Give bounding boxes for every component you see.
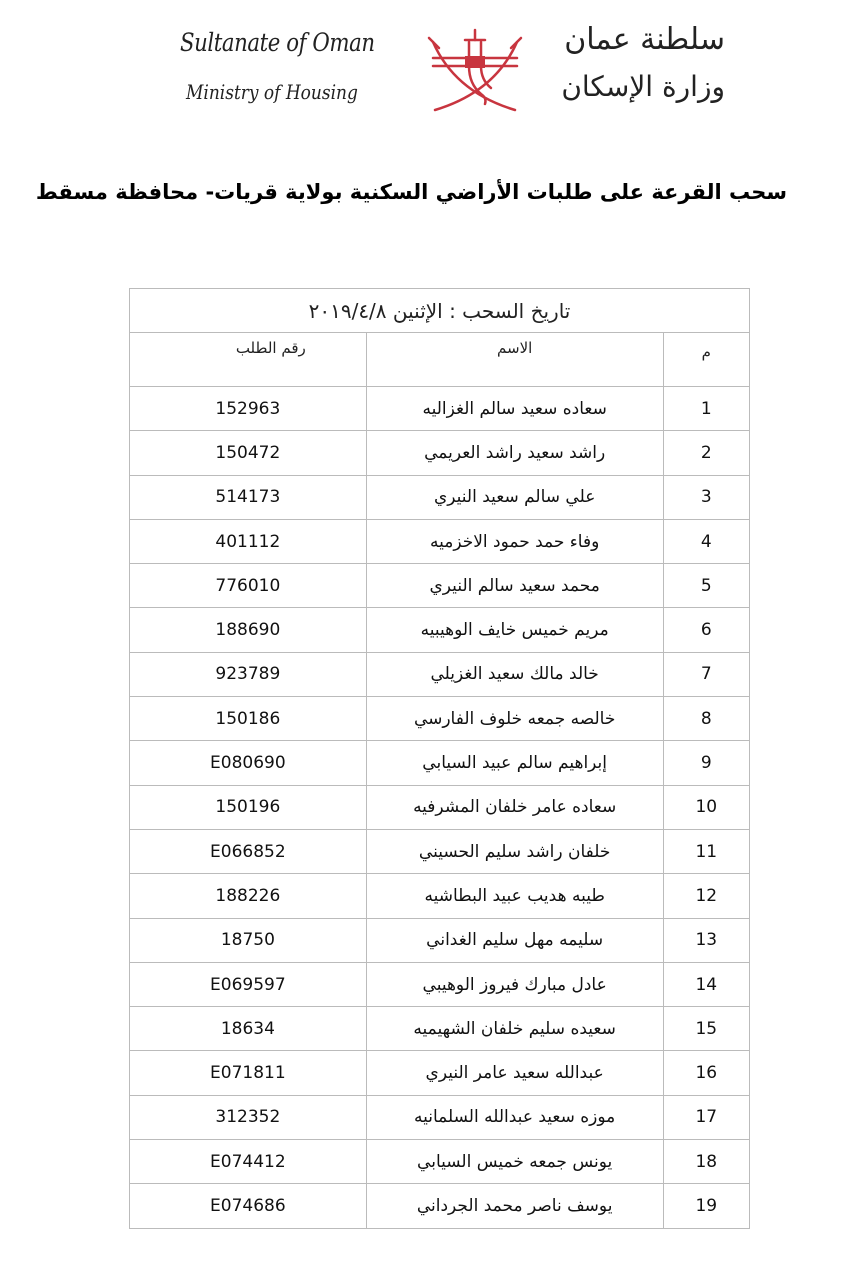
request-number-cell: 18750: [130, 918, 367, 962]
request-number-cell: E080690: [130, 741, 367, 785]
request-number-cell: E074686: [130, 1184, 367, 1228]
applicant-name-cell: خلفان راشد سليم الحسيني: [366, 829, 663, 873]
ministry-name-english: Ministry of Housing: [186, 80, 358, 104]
lottery-results-table: [129, 288, 750, 1229]
request-number-cell: E071811: [130, 1051, 367, 1095]
applicant-name-cell: علي سالم سعيد النيري: [366, 475, 663, 519]
request-number-cell: 150472: [130, 431, 367, 475]
applicant-name-cell: عبدالله سعيد عامر النيري: [366, 1051, 663, 1095]
request-number-cell: 401112: [130, 519, 367, 563]
table-row: [130, 519, 750, 563]
row-index-cell: 10: [663, 785, 749, 829]
ministry-name-arabic: وزارة الإسكان: [561, 70, 725, 103]
table-row: [130, 962, 750, 1006]
table-header-row: [130, 333, 750, 387]
country-name-english: Sultanate of Oman: [180, 28, 375, 57]
row-index-cell: 19: [663, 1184, 749, 1228]
applicant-name-cell: راشد سعيد راشد العريمي: [366, 431, 663, 475]
row-index-cell: 4: [663, 519, 749, 563]
table-row: [130, 608, 750, 652]
row-index-cell: 5: [663, 564, 749, 608]
applicant-name-cell: سليمه مهل سليم الغداني: [366, 918, 663, 962]
applicant-name-cell: سعيده سليم خلفان الشهيميه: [366, 1007, 663, 1051]
row-index-cell: 14: [663, 962, 749, 1006]
request-number-cell: 776010: [130, 564, 367, 608]
row-index-cell: 7: [663, 652, 749, 696]
oman-national-emblem-icon: [425, 22, 525, 117]
table-row: [130, 785, 750, 829]
table-row: [130, 564, 750, 608]
row-index-cell: 9: [663, 741, 749, 785]
applicant-name-cell: سعاده عامر خلفان المشرفيه: [366, 785, 663, 829]
table-row: [130, 1007, 750, 1051]
applicant-name-cell: إبراهيم سالم عبيد السيابي: [366, 741, 663, 785]
table-row: [130, 387, 750, 431]
table-row: [130, 475, 750, 519]
row-index-cell: 17: [663, 1095, 749, 1139]
request-number-cell: E069597: [130, 962, 367, 1006]
document-title: سحب القرعة على طلبات الأراضي السكنية بولاية قريات- محافظة مسقط: [35, 180, 787, 204]
row-index-cell: 15: [663, 1007, 749, 1051]
applicant-name-cell: وفاء حمد حمود الاخزميه: [366, 519, 663, 563]
row-index-cell: 6: [663, 608, 749, 652]
applicant-name-cell: يونس جمعه خميس السيابي: [366, 1140, 663, 1184]
row-index-cell: 3: [663, 475, 749, 519]
applicant-name-cell: خالصه جمعه خلوف الفارسي: [366, 697, 663, 741]
request-number-cell: 150186: [130, 697, 367, 741]
request-number-cell: 514173: [130, 475, 367, 519]
row-index-cell: 2: [663, 431, 749, 475]
request-number-cell: 150196: [130, 785, 367, 829]
request-number-cell: 188690: [130, 608, 367, 652]
table-row: [130, 741, 750, 785]
table-row: [130, 874, 750, 918]
table-row: [130, 697, 750, 741]
table-row: [130, 652, 750, 696]
row-index-cell: 16: [663, 1051, 749, 1095]
request-number-cell: 188226: [130, 874, 367, 918]
request-number-cell: 312352: [130, 1095, 367, 1139]
row-index-cell: 12: [663, 874, 749, 918]
applicant-name-cell: عادل مبارك فيروز الوهيبي: [366, 962, 663, 1006]
letterhead: [0, 0, 865, 130]
request-number-cell: 923789: [130, 652, 367, 696]
applicant-name-cell: طيبه هديب عبيد البطاشيه: [366, 874, 663, 918]
request-number-cell: E074412: [130, 1140, 367, 1184]
request-number-cell: E066852: [130, 829, 367, 873]
row-index-cell: 13: [663, 918, 749, 962]
table-row: [130, 431, 750, 475]
applicant-name-cell: خالد مالك سعيد الغزيلي: [366, 652, 663, 696]
table-row: [130, 1051, 750, 1095]
applicant-name-cell: يوسف ناصر محمد الجرداني: [366, 1184, 663, 1228]
row-index-cell: 18: [663, 1140, 749, 1184]
row-index-cell: 11: [663, 829, 749, 873]
applicant-name-cell: محمد سعيد سالم النيري: [366, 564, 663, 608]
column-header-index: م: [663, 333, 749, 387]
row-index-cell: 1: [663, 387, 749, 431]
table-row: [130, 918, 750, 962]
applicant-name-cell: سعاده سعيد سالم الغزاليه: [366, 387, 663, 431]
request-number-cell: 152963: [130, 387, 367, 431]
column-header-request-number: رقم الطلب: [130, 333, 367, 387]
applicant-name-cell: مريم خميس خايف الوهيبيه: [366, 608, 663, 652]
column-header-name: الاسم: [366, 333, 663, 387]
request-number-cell: 18634: [130, 1007, 367, 1051]
table-row: [130, 829, 750, 873]
applicant-name-cell: موزه سعيد عبدالله السلمانيه: [366, 1095, 663, 1139]
country-name-arabic: سلطنة عمان: [564, 22, 725, 57]
table-row: [130, 1140, 750, 1184]
table-row: [130, 1095, 750, 1139]
row-index-cell: 8: [663, 697, 749, 741]
table-row: [130, 1184, 750, 1228]
draw-date: تاريخ السحب : الإثنين ٢٠١٩/٤/٨: [130, 289, 750, 333]
